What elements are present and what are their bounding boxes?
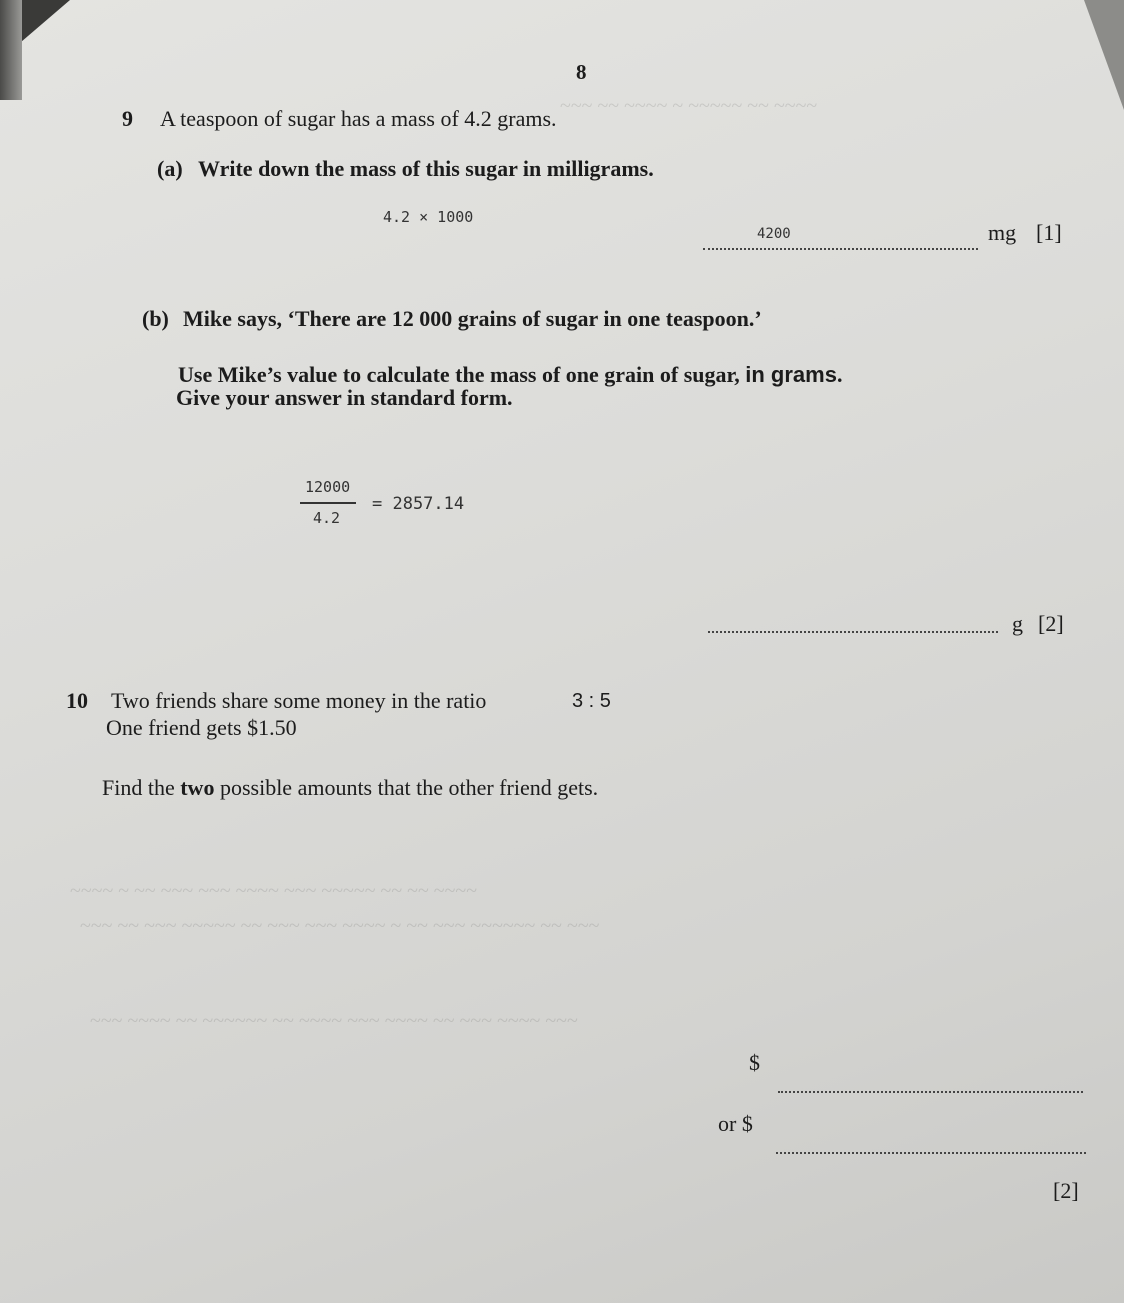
page-number: 8: [576, 60, 587, 84]
q9a-text: Write down the mass of this sugar in milligrams.: [198, 156, 654, 181]
show-through-text: ~~~ ~~ ~~~ ~~~~~ ~~ ~~~ ~~~ ~~~~ ~ ~~ ~~~ ~~~~~~ ~~ ~~~: [80, 915, 600, 937]
question-number-10: 10: [66, 688, 88, 713]
q9a-label: (a): [157, 156, 183, 181]
q10-line2: One friend gets $1.50: [106, 715, 297, 740]
q10-answer-2-prefix: or $: [718, 1111, 753, 1136]
background-edge: [0, 0, 22, 100]
background-corner-right: [1084, 0, 1124, 110]
q10-marks: [2]: [1053, 1178, 1079, 1203]
q9b-text: Mike says, ‘There are 12 000 grains of sugar in one teaspoon.’: [183, 306, 762, 331]
q9b-working-numerator: 12000: [305, 478, 351, 496]
q9b-working-result: = 2857.14: [372, 494, 465, 514]
q10-instruction: Find the two possible amounts that the other friend gets.: [102, 775, 599, 800]
q9b-instruction-1: Use Mike’s value to calculate the mass of one grain of sugar, in grams.: [178, 362, 843, 387]
show-through-text: ~~~~ ~ ~~ ~~~ ~~~ ~~~~ ~~~ ~~~~~ ~~ ~~ ~~~~: [70, 880, 478, 902]
q9a-answer-line[interactable]: [703, 248, 978, 250]
q9b-label: (b): [142, 306, 169, 331]
q9a-unit: mg: [988, 220, 1017, 245]
show-through-text: ~~~ ~~~~ ~~ ~~~~~~ ~~ ~~~~ ~~~ ~~~~ ~~ ~~~ ~~~~ ~~~: [90, 1010, 578, 1032]
question-number-9: 9: [122, 106, 133, 131]
q9-stem: A teaspoon of sugar has a mass of 4.2 grams.: [160, 106, 557, 131]
q10-stem: Two friends share some money in the ratio: [111, 688, 487, 713]
q9a-answer[interactable]: 4200: [757, 226, 791, 242]
q9b-answer-line[interactable]: [708, 631, 998, 633]
q9b-unit: g: [1012, 611, 1023, 636]
q10-answer-2-line[interactable]: [776, 1152, 1086, 1154]
q10-answer-1-prefix: $: [749, 1050, 760, 1075]
q10-ratio: 3 : 5: [572, 690, 611, 712]
q9b-working-denominator: 4.2: [313, 509, 341, 527]
q10-answer-1-line[interactable]: [778, 1091, 1083, 1093]
q9a-marks: [1]: [1036, 220, 1062, 245]
show-through-text: ~~~ ~~ ~~~~ ~ ~~~~~ ~~ ~~~~: [560, 95, 818, 117]
q9b-fraction-bar: [300, 502, 356, 504]
q9a-working: 4.2 × 1000: [383, 208, 474, 226]
q9b-marks: [2]: [1038, 611, 1064, 636]
q9b-instruction-2: Give your answer in standard form.: [176, 385, 513, 410]
